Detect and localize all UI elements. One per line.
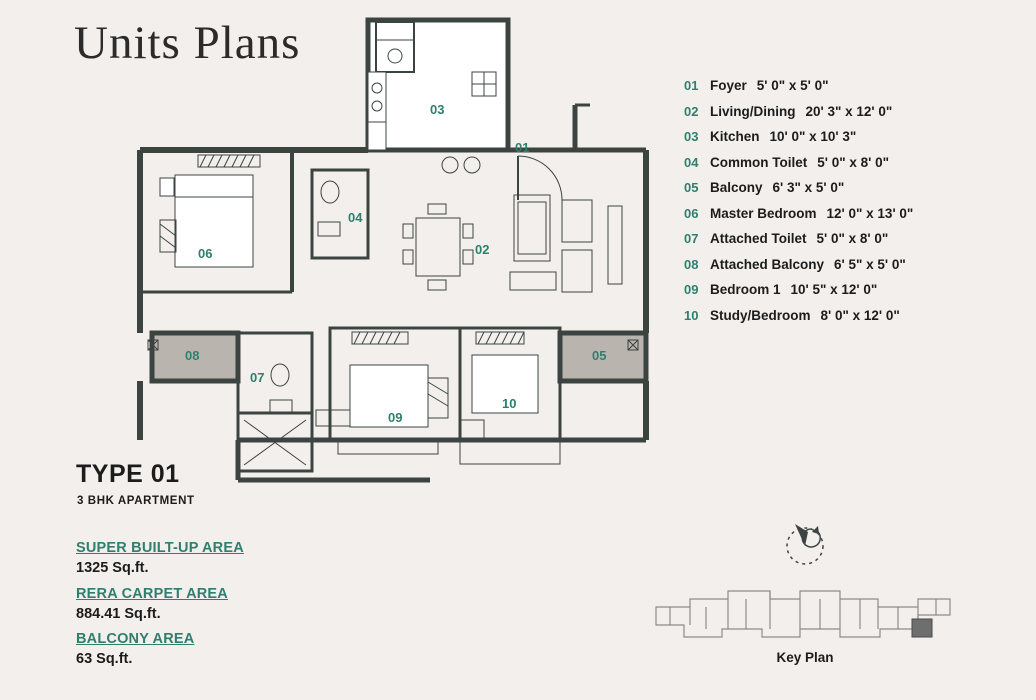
legend-item bbox=[684, 308, 1014, 323]
area-label: BALCONY AREA bbox=[76, 631, 195, 647]
legend-room-name: Balcony bbox=[710, 180, 763, 195]
legend-room-name: Kitchen bbox=[710, 129, 760, 144]
legend-item bbox=[684, 282, 1014, 297]
room-tag: 04 bbox=[348, 210, 363, 225]
legend-room-name: Attached Toilet bbox=[710, 231, 807, 246]
legend-room-name: Master Bedroom bbox=[710, 205, 817, 221]
legend-number: 04 bbox=[684, 154, 699, 170]
room-tag: 07 bbox=[250, 370, 265, 385]
area-block-super-built-up bbox=[76, 540, 244, 576]
legend-number: 01 bbox=[684, 78, 699, 93]
room-tag: 08 bbox=[185, 348, 200, 363]
legend-dimensions: 5' 0" x 8' 0" bbox=[817, 154, 890, 170]
room-tag: 10 bbox=[502, 396, 517, 411]
key-plan-diagram bbox=[650, 585, 960, 645]
legend-dimensions: 6' 3" x 5' 0" bbox=[772, 180, 845, 195]
room-tag: 06 bbox=[198, 246, 213, 261]
legend-number: 03 bbox=[684, 129, 699, 144]
area-block-balcony bbox=[76, 631, 194, 667]
floor-plan-drawing bbox=[120, 10, 660, 510]
unit-type-subtitle: 3 BHK APARTMENT bbox=[77, 495, 195, 507]
unit-type-title: TYPE 01 bbox=[76, 460, 180, 488]
area-value: 1325 Sq.ft. bbox=[76, 560, 149, 576]
legend-number: 06 bbox=[684, 205, 699, 221]
area-label: SUPER BUILT-UP AREA bbox=[76, 540, 244, 556]
legend-number: 08 bbox=[684, 256, 699, 272]
legend-dimensions: 8' 0" x 12' 0" bbox=[820, 307, 900, 323]
area-value: 884.41 Sq.ft. bbox=[76, 606, 161, 622]
legend-dimensions: 5' 0" x 5' 0" bbox=[756, 78, 829, 93]
legend-number: 09 bbox=[684, 282, 699, 297]
room-legend-list bbox=[684, 78, 1014, 333]
legend-item bbox=[684, 206, 1014, 221]
legend-room-name: Foyer bbox=[710, 78, 747, 93]
legend-item bbox=[684, 231, 1014, 246]
legend-item bbox=[684, 129, 1014, 144]
legend-dimensions: 10' 0" x 10' 3" bbox=[769, 129, 857, 144]
legend-room-name: Common Toilet bbox=[710, 154, 808, 170]
room-tag: 02 bbox=[475, 242, 490, 257]
area-value: 63 Sq.ft. bbox=[76, 651, 133, 667]
legend-item bbox=[684, 104, 1014, 119]
page-title: Units Plans bbox=[74, 17, 301, 69]
floor-plan-svg bbox=[120, 10, 660, 510]
legend-dimensions: 5' 0" x 8' 0" bbox=[816, 231, 889, 246]
legend-dimensions: 20' 3" x 12' 0" bbox=[805, 103, 893, 119]
legend-dimensions: 10' 5" x 12' 0" bbox=[790, 282, 878, 297]
legend-item bbox=[684, 78, 1014, 93]
room-tag: 05 bbox=[592, 348, 607, 363]
legend-room-name: Bedroom 1 bbox=[710, 282, 781, 297]
legend-number: 07 bbox=[684, 231, 699, 246]
legend-dimensions: 12' 0" x 13' 0" bbox=[826, 205, 914, 221]
room-tag: 09 bbox=[388, 410, 403, 425]
area-block-rera-carpet bbox=[76, 586, 228, 622]
legend-dimensions: 6' 5" x 5' 0" bbox=[834, 256, 906, 272]
legend-number: 02 bbox=[684, 103, 699, 119]
legend-number: 10 bbox=[684, 307, 699, 323]
legend-number: 05 bbox=[684, 180, 699, 195]
legend-item bbox=[684, 257, 1014, 272]
legend-item bbox=[684, 155, 1014, 170]
legend-room-name: Attached Balcony bbox=[710, 256, 825, 272]
legend-item bbox=[684, 180, 1014, 195]
legend-room-name: Living/Dining bbox=[710, 103, 796, 119]
room-tag: 01 bbox=[515, 140, 530, 155]
room-tag: 03 bbox=[430, 102, 445, 117]
north-compass-icon bbox=[778, 516, 832, 570]
legend-room-name: Study/Bedroom bbox=[710, 307, 811, 323]
key-plan-label: Key Plan bbox=[776, 650, 834, 665]
area-label: RERA CARPET AREA bbox=[76, 586, 228, 602]
